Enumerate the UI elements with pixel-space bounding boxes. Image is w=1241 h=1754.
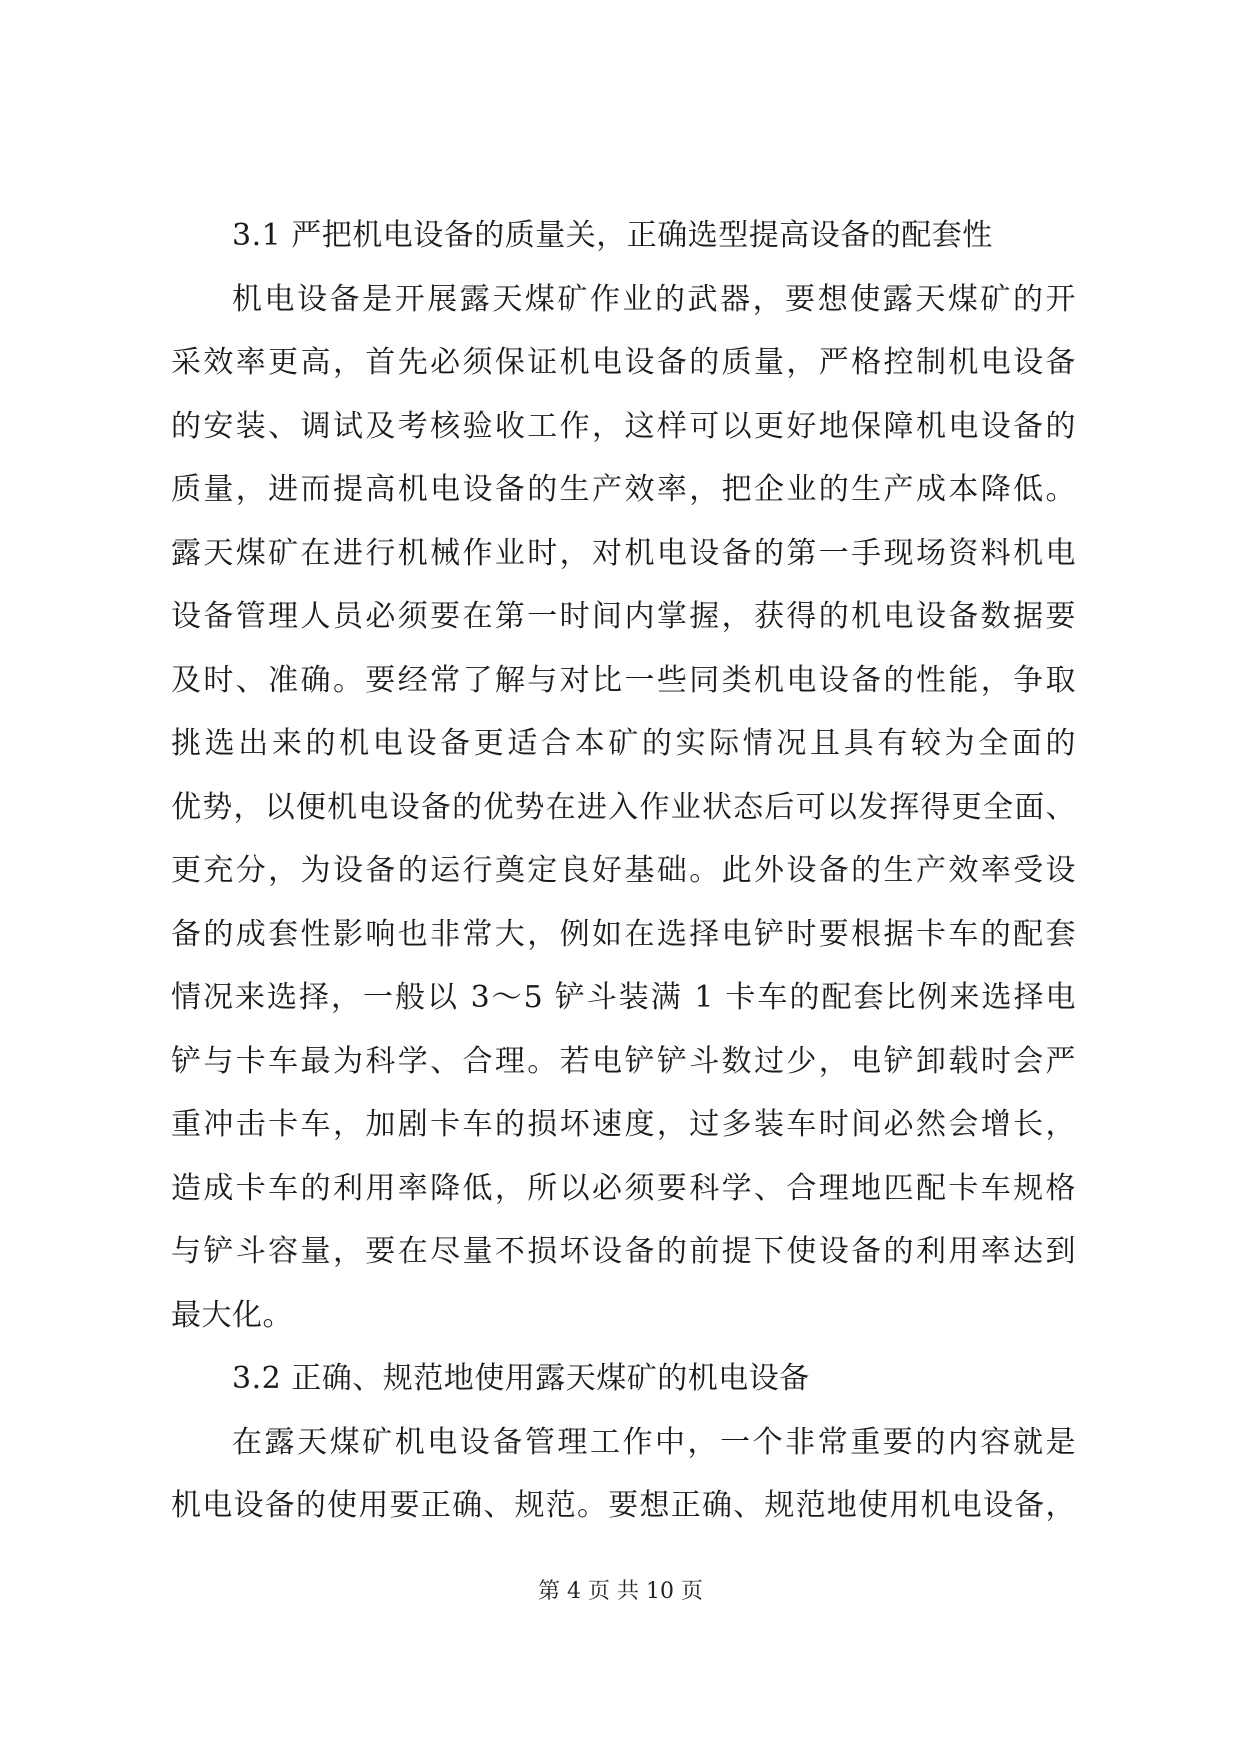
text-line: 铲与卡车最为科学、合理。若电铲铲斗数过少，电铲卸载时会严 bbox=[171, 1043, 1076, 1079]
text-line: 机电设备的使用要正确、规范。要想正确、规范地使用机电设备， bbox=[171, 1488, 1076, 1523]
text-line: 造成卡车的利用率降低，所以必须要科学、合理地匹配卡车规格 bbox=[171, 1170, 1076, 1206]
text-line: 与铲斗容量，要在尽量不损坏设备的前提下使设备的利用率达到 bbox=[171, 1234, 1076, 1269]
text-line: 采效率更高，首先必须保证机电设备的质量，严格控制机电设备 bbox=[171, 345, 1076, 380]
text-line: 3.1 严把机电设备的质量关，正确选型提高设备的配套性 bbox=[232, 218, 993, 253]
page-footer bbox=[0, 1574, 1241, 1605]
text-line: 备的成套性影响也非常大，例如在选择电铲时要根据卡车的配套 bbox=[171, 916, 1076, 952]
text-line: 机电设备是开展露天煤矿作业的武器，要想使露天煤矿的开 bbox=[232, 281, 1076, 317]
text-line: 3.2 正确、规范地使用露天煤矿的机电设备 bbox=[232, 1361, 810, 1396]
text-line: 优势，以便机电设备的优势在进入作业状态后可以发挥得更全面、 bbox=[171, 789, 1076, 825]
text-line: 设备管理人员必须要在第一时间内掌握，获得的机电设备数据要 bbox=[171, 599, 1076, 634]
text-line: 质量，进而提高机电设备的生产效率，把企业的生产成本降低。 bbox=[171, 472, 1076, 507]
text-line: 最大化。 bbox=[171, 1297, 293, 1333]
text-line: 露天煤矿在进行机械作业时，对机电设备的第一手现场资料机电 bbox=[171, 535, 1076, 571]
text-line: 重冲击卡车，加剧卡车的损坏速度，过多装车时间必然会增长， bbox=[171, 1107, 1076, 1142]
body-text bbox=[171, 204, 1076, 1538]
text-line: 挑选出来的机电设备更适合本矿的实际情况且具有较为全面的 bbox=[171, 726, 1076, 761]
text-line: 的安装、调试及考核验收工作，这样可以更好地保障机电设备的 bbox=[171, 408, 1076, 444]
text-line: 更充分，为设备的运行奠定良好基础。此外设备的生产效率受设 bbox=[171, 853, 1076, 888]
page-number-label: 第 4 页 共 10 页 bbox=[538, 1579, 703, 1604]
text-line: 情况来选择，一般以 3～5 铲斗装满 1 卡车的配套比例来选择电 bbox=[171, 980, 1076, 1015]
text-line: 在露天煤矿机电设备管理工作中，一个非常重要的内容就是 bbox=[232, 1424, 1076, 1460]
text-line: 及时、准确。要经常了解与对比一些同类机电设备的性能，争取 bbox=[171, 662, 1076, 698]
